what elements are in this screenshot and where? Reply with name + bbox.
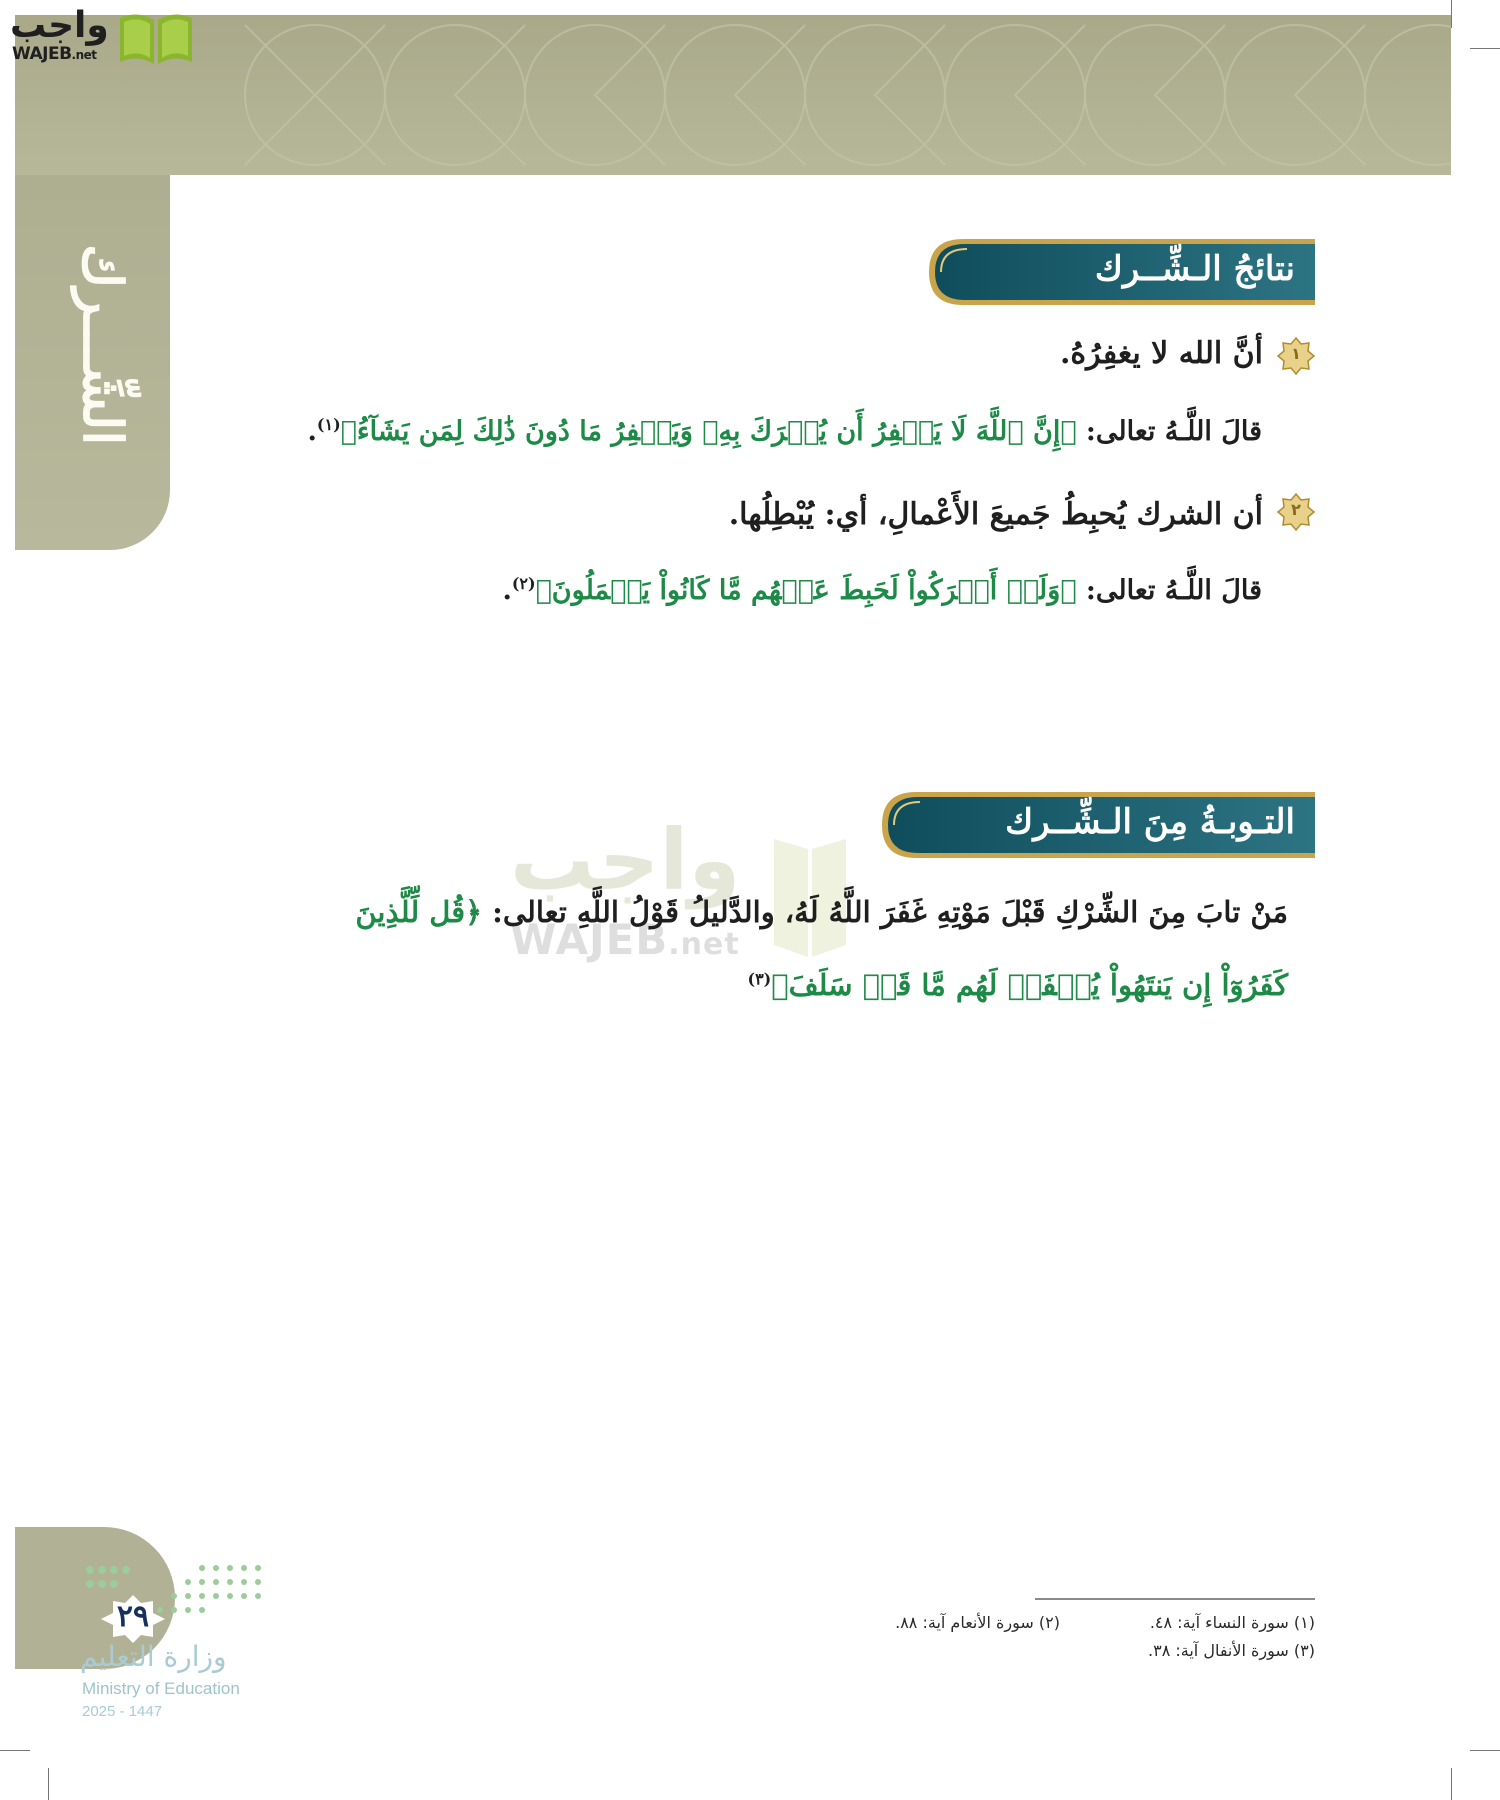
quote-2 (502, 574, 1262, 606)
repentance-text: مَنْ تابَ مِنَ الشِّرْكِ قَبْلَ مَوْتِهِ غَفَرَ اللَّهُ لَهُ، والدَّليلُ قَوْلُ اللَّهِ تعالى: (482, 895, 1288, 929)
ministry-name-ar: وزارة التعليم (80, 1640, 227, 1673)
page-number-badge (93, 1593, 173, 1645)
arabesque-pattern (15, 15, 1451, 175)
footnote-ref: (٣) (747, 969, 772, 989)
page-number: ٢٩ (116, 1599, 150, 1634)
quote-lead: قالَ اللَّـهُ تعالى: (1076, 575, 1262, 606)
quote-end: . (307, 416, 317, 447)
watermark-book-icon (770, 819, 850, 959)
quran-verse: كَفَرُوٓاْ إِن يَنتَهُواْ يُغۡفَرۡ لَهُم مَّا قَدۡ سَلَفَ﴾ (771, 968, 1288, 1002)
crop-mark (1451, 0, 1452, 28)
number-badge-label: ١ (1291, 344, 1301, 363)
section-title: التـوبـةُ مِنَ الـشِّــرك (1005, 802, 1295, 842)
section-title: نتائجُ الـشِّــرك (1094, 249, 1295, 289)
point-2-text: أن الشرك يُحبِطُ جَميعَ الأَعْمالِ، أي: يُبْطِلُها. (728, 497, 1263, 532)
footnote-ref: (٢) (511, 574, 536, 593)
quran-verse: ﴿وَلَوۡ أَشۡرَكُواْ لَحَبِطَ عَنۡهُم مَّا كَانُواْ يَعۡمَلُونَ﴾ (535, 575, 1077, 606)
footnote-1: (١) سورة النساء آية: ٤٨. (1149, 1613, 1315, 1632)
watermark-text-en: WAJEB.net (510, 915, 740, 964)
repentance-line-1 (355, 895, 1288, 929)
crop-mark (1451, 1768, 1452, 1800)
quran-verse: ﴿إِنَّ ٱللَّهَ لَا يَغۡفِرُ أَن يُشۡرَكَ بِهِۦ وَيَغۡفِرُ مَا دُونَ ذَٰلِكَ لِمَن يَشَآءُ﴾ (340, 416, 1077, 447)
quote-lead: قالَ اللَّـهُ تعالى: (1076, 416, 1262, 447)
crop-mark (1470, 48, 1500, 49)
crop-mark (48, 1768, 49, 1800)
academic-year: 2025 - 1447 (82, 1703, 163, 1720)
repentance-line-2 (747, 968, 1288, 1002)
watermark-text-ar: واجب (510, 811, 741, 909)
brand-name-en: WAJEB.net (12, 44, 97, 64)
crop-mark (0, 1750, 30, 1751)
quran-verse: ﴿قُل لِّلَّذِينَ (355, 895, 483, 929)
side-chapter-tab (15, 175, 170, 550)
quote-1 (308, 415, 1262, 447)
brand-name-ar: واجب (10, 5, 109, 46)
section-header-repentance (880, 790, 1315, 860)
footnote-2: (٢) سورة الأنعام آية: ٨٨. (895, 1613, 1060, 1632)
book-icon (116, 8, 196, 66)
footnote-ref: (١) (316, 415, 341, 434)
number-badge-label: ٢ (1291, 500, 1301, 519)
top-banner (15, 15, 1451, 175)
footnote-3: (٣) سورة الأنفال آية: ٣٨. (1148, 1641, 1315, 1660)
brand-logo[interactable] (10, 6, 190, 68)
chapter-title: الشِّـــرك (71, 244, 135, 446)
ministry-name-en: Ministry of Education (82, 1679, 240, 1698)
point-1-text: أنَّ الله لا يغفِرُهُ. (1059, 336, 1263, 371)
crop-mark (1470, 1750, 1500, 1751)
section-header-results (927, 237, 1315, 307)
footnote-divider (1035, 1598, 1315, 1600)
quote-end: . (502, 575, 512, 606)
